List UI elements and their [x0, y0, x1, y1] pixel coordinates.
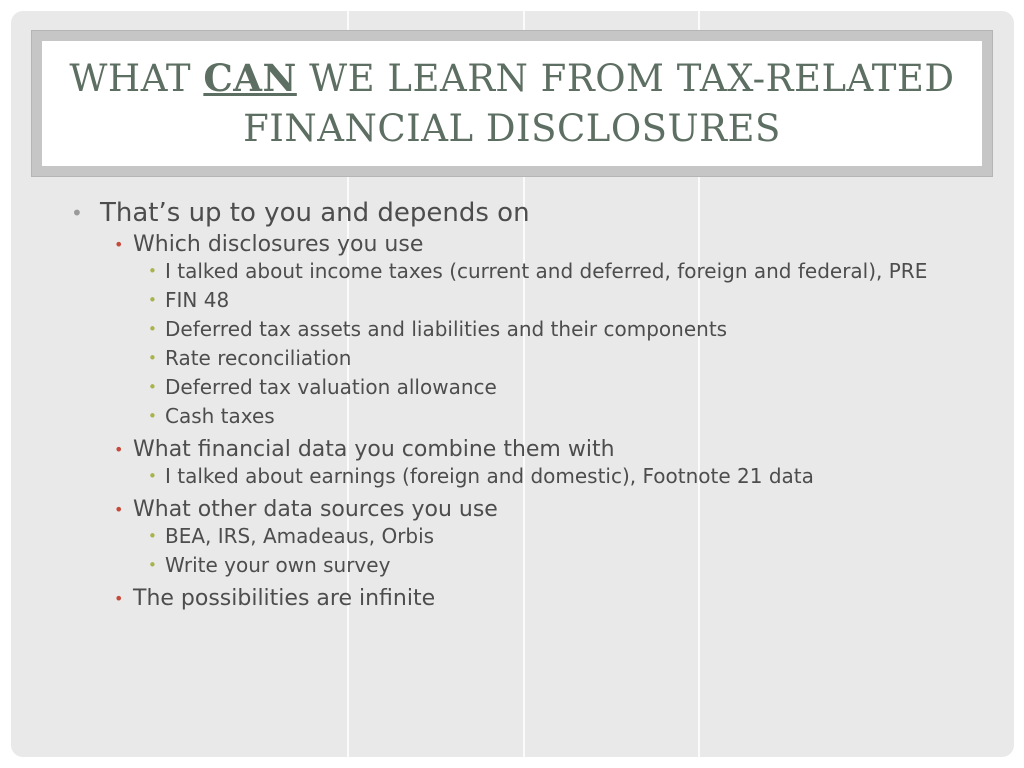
title-emphasis: CAN [203, 56, 297, 100]
bullet-dot-icon: • [114, 500, 124, 519]
slide-title [42, 53, 982, 154]
bullet-level3 [71, 289, 951, 311]
bullet-level2 [71, 583, 951, 614]
bullet-text: That’s up to you and depends on [100, 198, 530, 228]
bullet-level2 [71, 494, 951, 576]
bullet-text: Which disclosures you use [133, 232, 424, 257]
bullet-level3 [71, 405, 951, 427]
bullet-text: Write your own survey [165, 553, 391, 577]
title-text-end: WE LEARN FROM TAX-RELATED FINANCIAL DISCLOSURES [243, 57, 955, 150]
bullet-text: I talked about income taxes (current and deferred, foreign and federal), PRE [165, 259, 928, 283]
bullet-level3 [71, 318, 951, 340]
bullet-dot-icon: • [148, 262, 157, 280]
bullet-dot-icon: • [114, 235, 124, 254]
bullet-dot-icon: • [148, 378, 157, 396]
title-box [42, 41, 982, 166]
bullet-level2 [71, 434, 951, 487]
bullet-dot-icon: • [148, 556, 157, 574]
bullet-level3 [71, 465, 951, 487]
slide-content [71, 197, 951, 614]
bullet-dot-icon: • [71, 201, 83, 225]
bullet-text: What other data sources you use [133, 497, 498, 522]
bullet-level3 [71, 376, 951, 398]
bullet-dot-icon: • [114, 589, 124, 608]
bullet-text: What financial data you combine them with [133, 437, 615, 462]
bullet-dot-icon: • [148, 320, 157, 338]
bullet-level3 [71, 525, 951, 547]
bullet-list [71, 197, 951, 614]
bullet-dot-icon: • [148, 349, 157, 367]
bullet-dot-icon: • [114, 440, 124, 459]
slide [11, 11, 1014, 757]
bullet-level3 [71, 347, 951, 369]
bullet-dot-icon: • [148, 407, 157, 425]
bullet-level3 [71, 260, 951, 282]
bullet-text: Rate reconciliation [165, 346, 352, 370]
sub-bullet-list [133, 525, 951, 576]
bullet-level1 [71, 197, 951, 614]
bullet-text: FIN 48 [165, 288, 230, 312]
sub-bullet-list [100, 229, 951, 614]
bullet-text: Deferred tax assets and liabilities and their components [165, 317, 728, 341]
bullet-text: I talked about earnings (foreign and domestic), Footnote 21 data [165, 464, 814, 488]
bullet-text: Cash taxes [165, 404, 275, 428]
bullet-dot-icon: • [148, 291, 157, 309]
bullet-dot-icon: • [148, 527, 157, 545]
bullet-level2 [71, 229, 951, 427]
sub-bullet-list [133, 465, 951, 487]
bullet-text: BEA, IRS, Amadeaus, Orbis [165, 524, 435, 548]
bullet-level3 [71, 554, 951, 576]
bullet-text: The possibilities are infinite [133, 586, 436, 611]
title-text-start: WHAT [69, 57, 204, 100]
title-frame [31, 30, 993, 177]
bullet-dot-icon: • [148, 467, 157, 485]
sub-bullet-list [133, 260, 951, 427]
bullet-text: Deferred tax valuation allowance [165, 375, 497, 399]
